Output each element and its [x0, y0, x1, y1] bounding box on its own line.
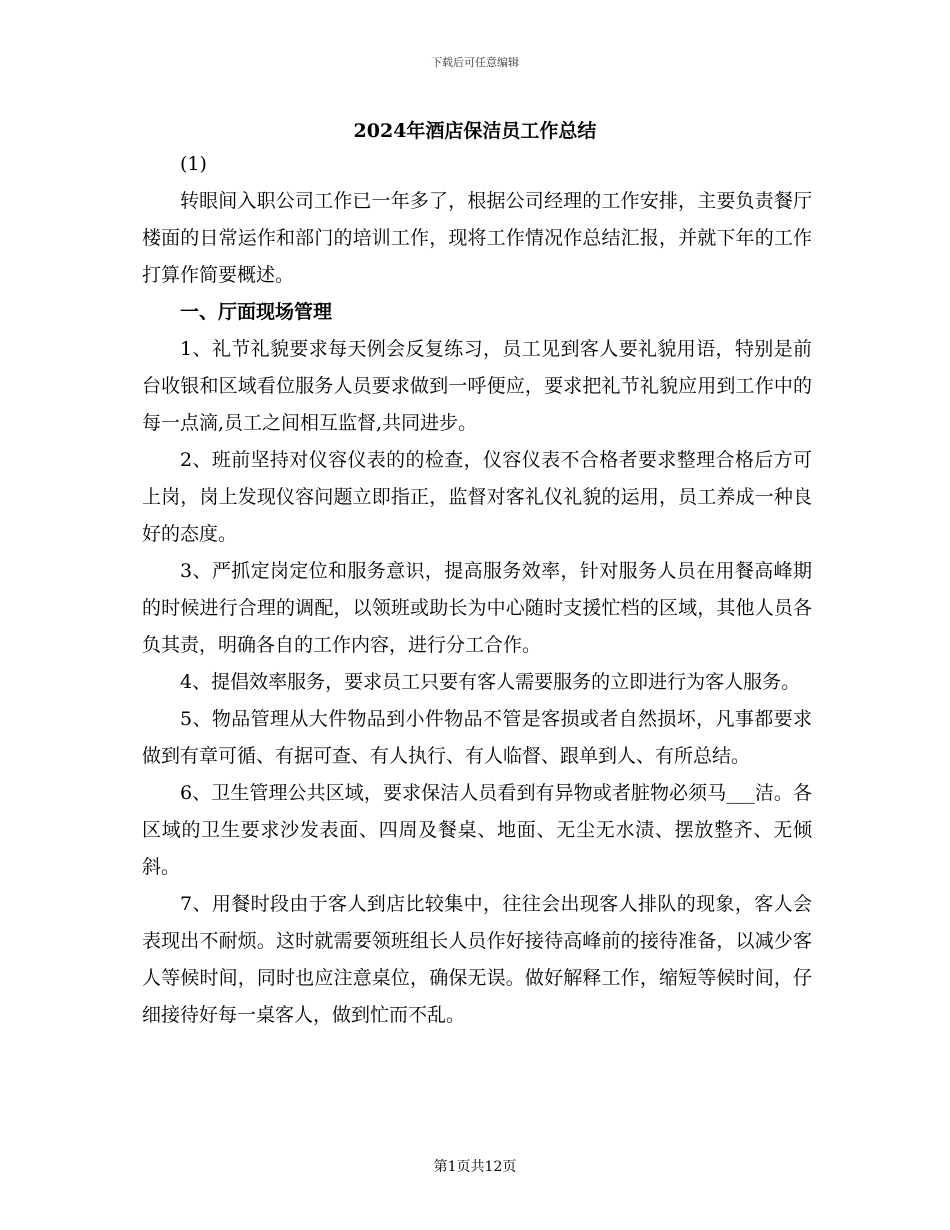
item-paragraph-7: 7、用餐时段由于客人到店比较集中，往往会出现客人排队的现象，客人会表现出不耐烦。这时就需要领班组长人员作好接待高峰前的接待准备，以减少客人等候时间，同时也应注意桌位，确保无误。做好解释工作，缩短等候时间，仔细接待好每一桌客人，做到忙而不乱。	[142, 893, 812, 1026]
section-heading: 一、厅面现场管理	[180, 301, 333, 323]
item-paragraph-5: 5、物品管理从大件物品到小件物品不管是客损或者自然损坏，凡事都要求做到有章可循、有据可查、有人执行、有人临督、跟单到人、有所总结。	[142, 708, 812, 767]
page-footer: 第1页共12页	[433, 1159, 517, 1175]
intro-paragraph: 转眼间入职公司工作已一年多了，根据公司经理的工作安排，主要负责餐厅楼面的日常运作和部门的培训工作，现将工作情况作总结汇报，并就下年的工作打算作简要概述。	[142, 190, 812, 286]
item-paragraph-3: 3、严抓定岗定位和服务意识，提高服务效率，针对服务人员在用餐高峰期的时候进行合理的调配，以领班或助长为中心随时支援忙档的区域，其他人员各负其责，明确各自的工作内容，进行分工合作。	[142, 560, 812, 656]
part-number: (1)	[180, 153, 207, 175]
item-paragraph-2: 2、班前坚持对仪容仪表的的检查，仪容仪表不合格者要求整理合格后方可上岗，岗上发现仪容问题立即指正，监督对客礼仪礼貌的运用，员工养成一种良好的态度。	[142, 449, 812, 545]
item-paragraph-6: 6、卫生管理公共区域，要求保洁人员看到有异物或者脏物必须马___洁。各区域的卫生要求沙发表面、四周及餐桌、地面、无尘无水渍、摆放整齐、无倾斜。	[142, 782, 812, 878]
document-title: 2024年酒店保洁员工作总结	[353, 120, 597, 142]
document-body	[142, 146, 812, 1034]
item-paragraph-4: 4、提倡效率服务，要求员工只要有客人需要服务的立即进行为客人服务。	[180, 671, 801, 693]
item-paragraph-1: 1、礼节礼貌要求每天例会反复练习，员工见到客人要礼貌用语，特别是前台收银和区域看位服务人员要求做到一呼便应，要求把礼节礼貌应用到工作中的每一点滴,员工之间相互监督,共同进步。	[142, 338, 812, 434]
page-header-note: 下载后可任意编辑	[431, 56, 519, 69]
